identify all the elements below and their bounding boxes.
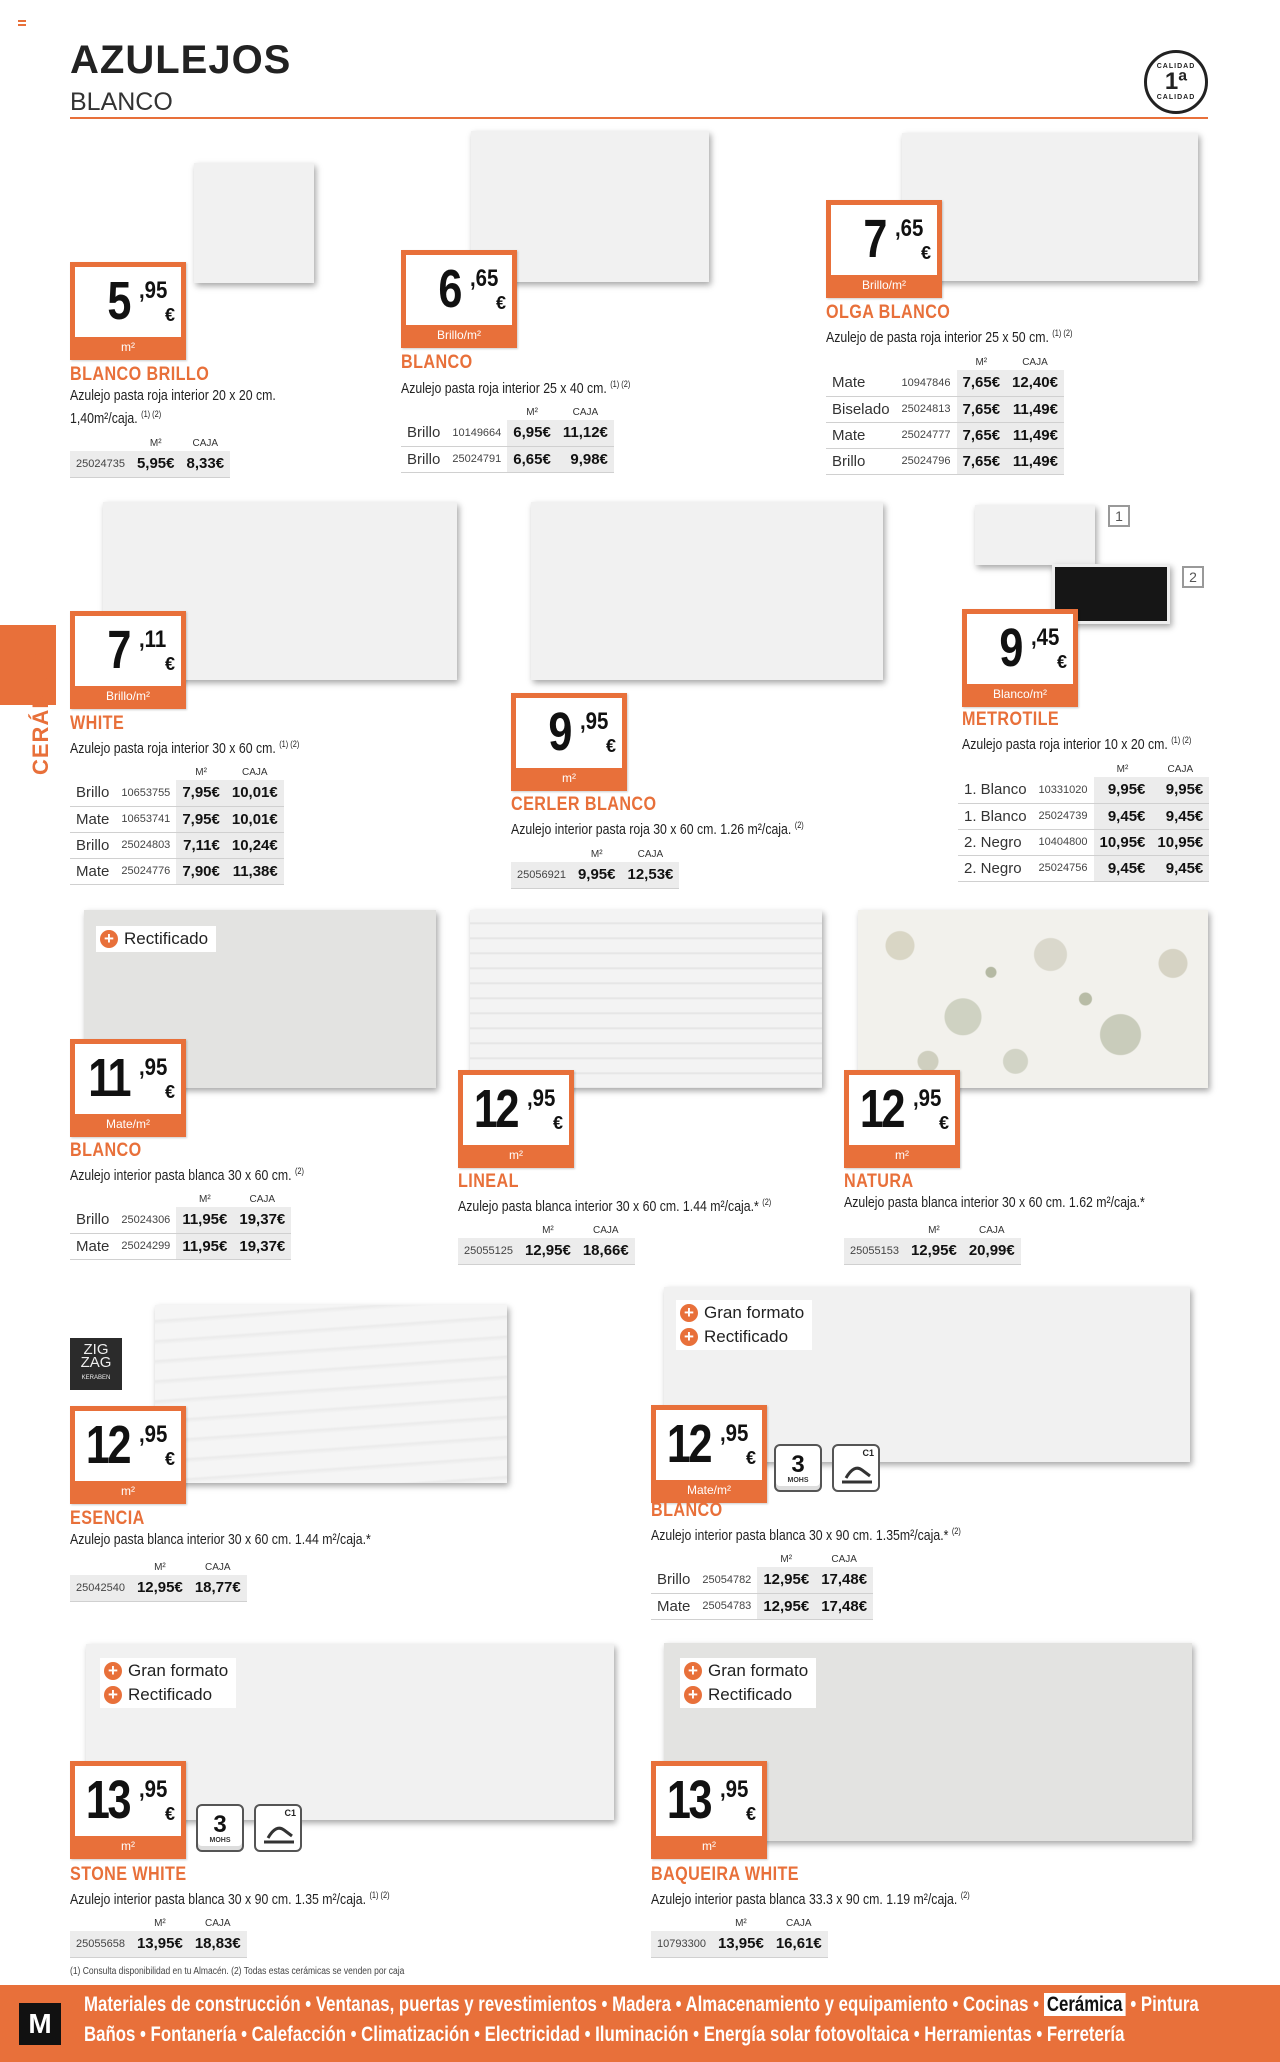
price-tag <box>70 262 186 360</box>
table-row: Brillo 25054782 12,95€ 17,48€ <box>651 1567 873 1593</box>
price-table: M² CAJA Brillo 10149664 6,95€ 11,12€ Brillo 25024791 6,65€ 9,98€ <box>401 406 614 473</box>
price-decimal: ,95 <box>139 277 168 304</box>
footnote: (1) Consulta disponibilidad en tu Almacén. (2) Todas estas cerámicas se venden por caja <box>70 1966 405 1977</box>
product-name: STONE WHITE <box>70 1864 187 1885</box>
table-row: 2. Negro 10404800 10,95€ 10,95€ <box>958 829 1209 855</box>
mohs-hardness-icon: 3 MOHS <box>196 1804 244 1852</box>
product-name: METROTILE <box>962 709 1060 730</box>
product-name: WHITE <box>70 713 125 734</box>
currency-symbol: € <box>164 1804 175 1824</box>
currency-symbol: € <box>164 1082 175 1102</box>
price-tag <box>651 1405 767 1503</box>
price-integer: 12 <box>859 1079 903 1139</box>
price-decimal: ,95 <box>720 1420 749 1447</box>
price-integer: 12 <box>85 1415 129 1475</box>
price-unit: m² <box>509 1148 523 1162</box>
slip-resistance-icon: C1 <box>254 1804 302 1852</box>
table-row: Brillo 25024803 7,11€ 10,24€ <box>70 832 284 858</box>
price-tag <box>826 200 942 298</box>
price-integer: 9 <box>999 618 1021 678</box>
currency-symbol: € <box>1056 652 1067 672</box>
price-integer: 12 <box>666 1414 710 1474</box>
product-name: BLANCO <box>401 352 473 373</box>
price-table: M² CAJA Brillo 10653755 7,95€ 10,01€ Mate 10653741 7,95€ 10,01€ Brillo 25024803 7,11€ 10,24€ Mate 25024776 7,90€ 11,38€ <box>70 766 284 885</box>
page-title: AZULEJOS <box>70 38 292 82</box>
price-table: M² CAJA Mate 10947846 7,65€ 12,40€ Biselado 25024813 7,65€ 11,49€ Mate 25024777 7,65€ 11,49€ Brillo 25024796 7,65€ 11,49€ <box>826 356 1064 475</box>
price-table: M² CAJA 25042540 12,95€ 18,77€ <box>70 1561 247 1602</box>
price-integer: 6 <box>438 259 460 319</box>
table-row: 25042540 12,95€ 18,77€ <box>70 1575 247 1601</box>
price-box: 8,33€ <box>181 451 231 477</box>
product-name: CERLER BLANCO <box>511 794 657 815</box>
product-description: Azulejo interior pasta blanca 30 x 60 cm. $^{(2)}$ <box>70 1166 304 1184</box>
product-description: Azulejo interior pasta blanca 33.3 x 90 cm. 1.19 m²/caja. $^{(2)}$ <box>651 1890 970 1908</box>
tile-image <box>858 910 1208 1088</box>
price-decimal: ,95 <box>139 1776 168 1803</box>
tile-image <box>902 133 1198 281</box>
price-decimal: ,95 <box>580 708 609 735</box>
plus-icon: + <box>680 1304 698 1322</box>
table-row: Mate 10653741 7,95€ 10,01€ <box>70 806 284 832</box>
mohs-hardness-icon: 3 MOHS <box>774 1444 822 1492</box>
section-label: CERÁMICA <box>28 648 53 775</box>
price-tag <box>511 693 627 791</box>
product-name: LINEAL <box>458 1171 519 1192</box>
price-unit: m² <box>121 1484 135 1498</box>
table-row: Mate 25054783 12,95€ 17,48€ <box>651 1593 873 1619</box>
price-decimal: ,95 <box>527 1085 556 1112</box>
price-unit: m² <box>121 1839 135 1853</box>
price-decimal: ,95 <box>720 1776 749 1803</box>
product-name: BLANCO BRILLO <box>70 364 210 385</box>
product-name: BLANCO <box>651 1500 723 1521</box>
brand-logo-icon[interactable]: M <box>0 1985 80 2062</box>
product-name: ESENCIA <box>70 1508 145 1529</box>
price-tag <box>70 1039 186 1137</box>
currency-symbol: € <box>938 1113 949 1133</box>
price-unit: Brillo/m² <box>106 689 150 703</box>
table-row <box>70 451 230 477</box>
product-description: Azulejo pasta blanca interior 30 x 60 cm. 1.44 m²/caja.* $^{(2)}$ <box>458 1197 772 1215</box>
price-box: 9,98€ <box>557 446 614 472</box>
finish-label: Brillo <box>401 446 446 472</box>
page-subtitle: BLANCO <box>70 88 173 116</box>
price-m2: 5,95€ <box>131 451 181 477</box>
plus-icon: + <box>684 1686 702 1704</box>
table-row: 25056921 9,95€ 12,53€ <box>511 862 679 888</box>
menu-icon <box>18 20 26 26</box>
price-table: M² CAJA Brillo 25054782 12,95€ 17,48€ Mate 25054783 12,95€ 17,48€ <box>651 1553 873 1620</box>
price-unit: Brillo/m² <box>437 328 481 342</box>
header-divider <box>70 117 1208 119</box>
price-integer: 5 <box>107 271 129 331</box>
price-unit: Mate/m² <box>686 1483 731 1497</box>
table-row: 1. Blanco 10331020 9,95€ 9,95€ <box>958 777 1209 803</box>
price-tag <box>844 1070 960 1168</box>
price-unit: m² <box>121 340 135 354</box>
product-ref: 25024735 <box>70 451 131 477</box>
currency-symbol: € <box>920 243 931 263</box>
price-integer: 7 <box>107 620 129 680</box>
product-description: Azulejo pasta roja interior 20 x 20 cm. 1,40m²/caja. $^{(1) (2)}$ <box>70 387 276 427</box>
product-description: Azulejo interior pasta blanca 30 x 90 cm. 1.35 m²/caja. $^{(1) (2)}$ <box>70 1890 390 1908</box>
footer-bar <box>0 1985 1280 2062</box>
price-table: M² CAJA 25055153 12,95€ 20,99€ <box>844 1224 1021 1265</box>
tile-image <box>194 163 314 283</box>
currency-symbol: € <box>745 1448 756 1468</box>
tile-image <box>531 502 883 680</box>
variant-marker: 2 <box>1182 566 1204 588</box>
product-description: Azulejo interior pasta roja 30 x 60 cm. 1.26 m²/caja. $^{(2)}$ <box>511 820 804 838</box>
price-integer: 9 <box>548 702 570 762</box>
product-description: Azulejo de pasta roja interior 25 x 50 cm. $^{(1) (2)}$ <box>826 328 1073 346</box>
tile-image-white <box>975 505 1095 565</box>
currency-symbol: € <box>552 1113 563 1133</box>
price-decimal: ,45 <box>1031 624 1060 651</box>
product-description: Azulejo pasta roja interior 30 x 60 cm. $^{(1) (2)}$ <box>70 739 300 757</box>
price-decimal: ,95 <box>139 1421 168 1448</box>
price-table: M² CAJA 25024735 5,95€ 8,33€ <box>70 437 230 478</box>
table-row: 1. Blanco 25024739 9,45€ 9,45€ <box>958 803 1209 829</box>
price-unit: Brillo/m² <box>862 278 906 292</box>
price-unit: Blanco/m² <box>992 687 1048 701</box>
price-decimal: ,95 <box>913 1085 942 1112</box>
product-ref: 25024791 <box>446 446 507 472</box>
price-unit: m² <box>562 771 576 785</box>
table-row: 10793300 13,95€ 16,61€ <box>651 1931 828 1957</box>
price-tag <box>401 250 517 348</box>
tile-image <box>470 910 822 1088</box>
price-m2: 6,95€ <box>507 420 557 446</box>
finish-label: Brillo <box>401 420 446 446</box>
variant-marker: 1 <box>1108 505 1130 527</box>
plus-icon: + <box>104 1686 122 1704</box>
table-row: Biselado 25024813 7,65€ 11,49€ <box>826 396 1064 422</box>
price-integer: 12 <box>473 1079 517 1139</box>
table-row: Mate 25024299 11,95€ 19,37€ <box>70 1233 291 1259</box>
table-row: Brillo 10653755 7,95€ 10,01€ <box>70 780 284 806</box>
price-decimal: ,65 <box>895 215 924 242</box>
table-row: Mate 25024776 7,90€ 11,38€ <box>70 858 284 884</box>
price-decimal: ,65 <box>470 265 499 292</box>
price-tag <box>962 609 1078 707</box>
footer-categories-line1: Materiales de construcción • Ventanas, puertas y revestimientos • Madera • Almacenamiento y equipamiento • Cocinas • Cerámica • Pintura <box>84 1993 1199 2016</box>
table-row: 25055153 12,95€ 20,99€ <box>844 1238 1021 1264</box>
table-row: Brillo 25024306 11,95€ 19,37€ <box>70 1207 291 1233</box>
currency-symbol: € <box>164 305 175 325</box>
plus-icon: + <box>684 1662 702 1680</box>
feature-badges: + Gran formato + Rectificado <box>100 1658 236 1708</box>
feature-badges: + Rectificado <box>96 926 216 952</box>
currency-symbol: € <box>164 654 175 674</box>
product-description: Azulejo pasta blanca interior 30 x 60 cm. 1.62 m²/caja.* <box>844 1194 1145 1211</box>
quality-badge: CALIDAD 1ª CALIDAD <box>1144 50 1208 114</box>
price-table: M² CAJA 25055125 12,95€ 18,66€ <box>458 1224 635 1265</box>
table-row <box>401 446 614 472</box>
price-tag <box>651 1761 767 1859</box>
brand-logo: ZIG ZAG KERABEN <box>70 1338 122 1390</box>
price-table: M² CAJA 25056921 9,95€ 12,53€ <box>511 848 679 889</box>
price-integer: 13 <box>85 1770 129 1830</box>
product-description: Azulejo pasta blanca interior 30 x 60 cm. 1.44 m²/caja.* <box>70 1531 371 1548</box>
product-name: BLANCO <box>70 1140 142 1161</box>
price-table: M² CAJA Brillo 25024306 11,95€ 19,37€ Mate 25024299 11,95€ 19,37€ <box>70 1193 291 1260</box>
plus-icon: + <box>680 1328 698 1346</box>
product-description: Azulejo pasta roja interior 25 x 40 cm. $^{(1) (2)}$ <box>401 379 631 397</box>
currency-symbol: € <box>495 293 506 313</box>
table-row: 25055125 12,95€ 18,66€ <box>458 1238 635 1264</box>
slip-resistance-icon: C1 <box>832 1444 880 1492</box>
currency-symbol: € <box>745 1804 756 1824</box>
price-table: M² CAJA 10793300 13,95€ 16,61€ <box>651 1917 828 1958</box>
price-integer: 7 <box>863 209 885 269</box>
price-table: M² CAJA 25055658 13,95€ 18,83€ <box>70 1917 247 1958</box>
price-tag <box>458 1070 574 1168</box>
price-m2: 6,65€ <box>507 446 557 472</box>
product-description: Azulejo interior pasta blanca 30 x 90 cm. 1.35m²/caja.* $^{(2)}$ <box>651 1526 961 1544</box>
price-integer: 13 <box>666 1770 710 1830</box>
plus-icon: + <box>100 930 118 948</box>
table-row: Mate 10947846 7,65€ 12,40€ <box>826 370 1064 396</box>
feature-badges: + Gran formato + Rectificado <box>676 1300 812 1350</box>
table-row: Mate 25024777 7,65€ 11,49€ <box>826 422 1064 448</box>
currency-symbol: € <box>164 1449 175 1469</box>
currency-symbol: € <box>605 736 616 756</box>
feature-badges: + Gran formato + Rectificado <box>680 1658 816 1708</box>
price-tag <box>70 611 186 709</box>
price-decimal: ,95 <box>139 1054 168 1081</box>
plus-icon: + <box>104 1662 122 1680</box>
price-integer: 11 <box>88 1048 129 1108</box>
table-row: 2. Negro 25024756 9,45€ 9,45€ <box>958 855 1209 881</box>
price-tag <box>70 1406 186 1504</box>
footer-categories-line2: Baños • Fontanería • Calefacción • Climatización • Electricidad • Iluminación • Energía solar fotovoltaica • Herramientas • Ferretería <box>84 2023 1125 2046</box>
price-unit: Mate/m² <box>105 1117 150 1131</box>
price-unit: m² <box>895 1148 909 1162</box>
price-tag <box>70 1761 186 1859</box>
price-box: 11,12€ <box>557 420 614 446</box>
product-description: Azulejo pasta roja interior 10 x 20 cm. $^{(1) (2)}$ <box>962 735 1192 753</box>
product-name: BAQUEIRA WHITE <box>651 1864 800 1885</box>
tile-image <box>155 1305 507 1483</box>
product-name: OLGA BLANCO <box>826 302 951 323</box>
price-table: M² CAJA 1. Blanco 10331020 9,95€ 9,95€ 1. Blanco 25024739 9,45€ 9,45€ 2. Negro 10404800 10,95€ 10,95€ 2. Negro 25024756 9,45€ 9,45€ <box>958 763 1209 882</box>
table-row: 25055658 13,95€ 18,83€ <box>70 1931 247 1957</box>
product-ref: 10149664 <box>446 420 507 446</box>
table-row <box>401 420 614 446</box>
table-row: Brillo 25024796 7,65€ 11,49€ <box>826 448 1064 474</box>
footer-category-active[interactable]: Cerámica <box>1044 1993 1126 2016</box>
price-decimal: ,11 <box>139 626 167 653</box>
product-name: NATURA <box>844 1171 914 1192</box>
price-unit: m² <box>702 1839 716 1853</box>
